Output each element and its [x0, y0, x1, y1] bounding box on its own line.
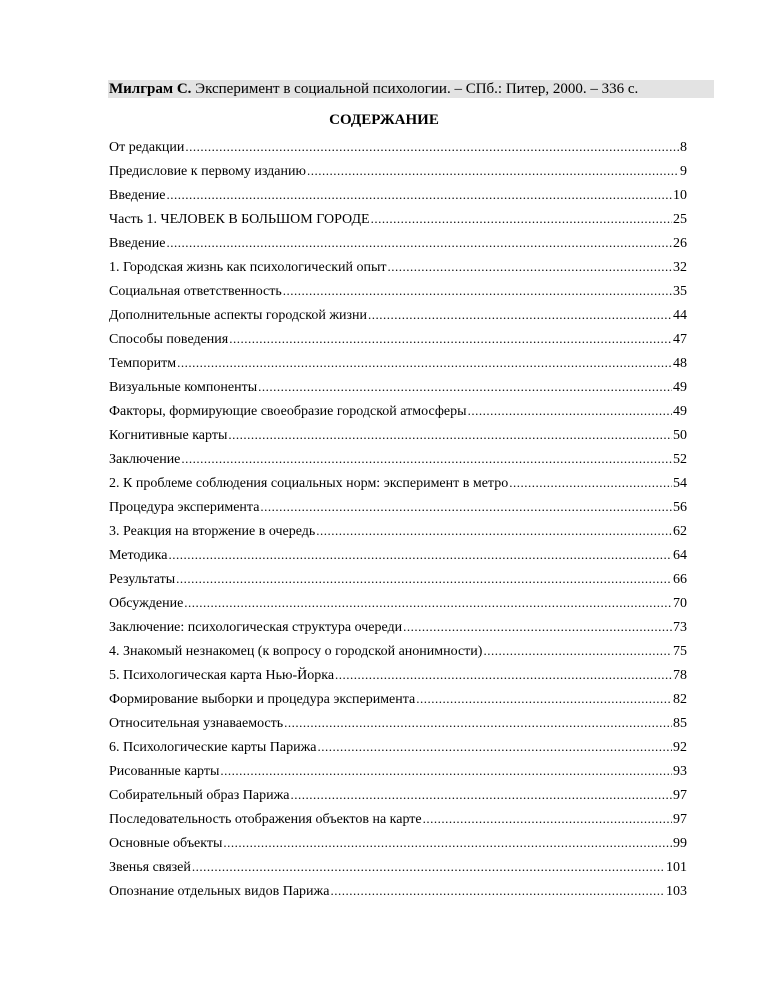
- toc-entry-page-number: 35: [673, 284, 687, 299]
- toc-entry[interactable]: [109, 498, 687, 522]
- toc-entry-title: Заключение: психологическая структура очереди: [109, 620, 403, 635]
- toc-entry-title: Методика: [109, 548, 168, 563]
- dot-leader: [181, 450, 672, 468]
- toc-entry-page-number: 64: [673, 548, 687, 563]
- citation-details: Эксперимент в социальной психологии. – СПб.: Питер, 2000. – 336 с.: [191, 81, 639, 97]
- dot-leader: [368, 306, 672, 324]
- toc-entry[interactable]: [109, 858, 687, 882]
- toc-entry-page-number: 97: [673, 788, 687, 803]
- toc-entry[interactable]: [109, 666, 687, 690]
- toc-heading: СОДЕРЖАНИЕ: [329, 112, 439, 128]
- toc-entry-page-number: 103: [666, 884, 687, 899]
- toc-entry[interactable]: [109, 810, 687, 834]
- toc-entry-title: 2. К проблеме соблюдения социальных норм: эксперимент в метро: [109, 476, 509, 491]
- toc-entry-title: Основные объекты: [109, 836, 223, 851]
- toc-entry-page-number: 97: [673, 812, 687, 827]
- dot-leader: [330, 882, 665, 900]
- toc-entry-title: Темпоритм: [109, 356, 177, 371]
- dot-leader: [307, 162, 679, 180]
- dot-leader: [192, 858, 665, 876]
- toc-entry-title: Введение: [109, 236, 166, 251]
- toc-entry-page-number: 49: [673, 380, 687, 395]
- toc-entry-page-number: 70: [673, 596, 687, 611]
- toc-entry-page-number: 75: [673, 644, 687, 659]
- toc-entry-page-number: 66: [673, 572, 687, 587]
- dot-leader: [371, 210, 672, 228]
- toc-entry-page-number: 78: [673, 668, 687, 683]
- toc-entry[interactable]: [109, 162, 687, 186]
- toc-entry-title: 4. Знакомый незнакомец (к вопросу о городской анонимности): [109, 644, 483, 659]
- toc-entry-title: Визуальные компоненты: [109, 380, 258, 395]
- toc-entry-page-number: 56: [673, 500, 687, 515]
- dot-leader: [284, 714, 672, 732]
- toc-entry-title: Факторы, формирующие своеобразие городской атмосферы: [109, 404, 467, 419]
- toc-entry[interactable]: [109, 306, 687, 330]
- dot-leader: [335, 666, 672, 684]
- toc-entry-page-number: 26: [673, 236, 687, 251]
- toc-entry-page-number: 8: [680, 140, 687, 155]
- citation-author: Милграм С.: [109, 81, 192, 97]
- toc-entry-title: Формирование выборки и процедура эксперимента: [109, 692, 416, 707]
- toc-entry-page-number: 44: [673, 308, 687, 323]
- toc-entry[interactable]: [109, 690, 687, 714]
- dot-leader: [483, 642, 672, 660]
- toc-entry-page-number: 25: [673, 212, 687, 227]
- toc-entry[interactable]: [109, 546, 687, 570]
- toc-entry-page-number: 73: [673, 620, 687, 635]
- toc-entry-page-number: 62: [673, 524, 687, 539]
- toc-entry-title: Процедура эксперимента: [109, 500, 260, 515]
- dot-leader: [416, 690, 672, 708]
- toc-entry[interactable]: [109, 402, 687, 426]
- toc-entry-title: Обсуждение: [109, 596, 184, 611]
- toc-entry[interactable]: [109, 426, 687, 450]
- toc-entry-title: Когнитивные карты: [109, 428, 228, 443]
- toc-entry-title: Результаты: [109, 572, 176, 587]
- dot-leader: [166, 186, 672, 204]
- dot-leader: [290, 786, 672, 804]
- toc-entry-title: Заключение: [109, 452, 181, 467]
- toc-entry-page-number: 47: [673, 332, 687, 347]
- toc-entry[interactable]: [109, 642, 687, 666]
- toc-entry-page-number: 101: [666, 860, 687, 875]
- toc-entry-title: 1. Городская жизнь как психологический опыт: [109, 260, 387, 275]
- dot-leader: [318, 738, 673, 756]
- toc-entry[interactable]: [109, 762, 687, 786]
- toc-entry[interactable]: [109, 138, 687, 162]
- dot-leader: [177, 354, 672, 372]
- toc-entry-title: Относительная узнаваемость: [109, 716, 284, 731]
- toc-entry-title: От редакции: [109, 140, 185, 155]
- toc-entry-page-number: 50: [673, 428, 687, 443]
- toc-entry-title: Введение: [109, 188, 166, 203]
- toc-entry[interactable]: [109, 570, 687, 594]
- dot-leader: [468, 402, 672, 420]
- toc-entry[interactable]: [109, 450, 687, 474]
- dot-leader: [185, 138, 679, 156]
- dot-leader: [423, 810, 672, 828]
- toc-entry[interactable]: [109, 594, 687, 618]
- dot-leader: [184, 594, 672, 612]
- toc-entry-page-number: 85: [673, 716, 687, 731]
- toc-entry-page-number: 52: [673, 452, 687, 467]
- table-of-contents: [109, 138, 687, 906]
- toc-entry-page-number: 48: [673, 356, 687, 371]
- toc-entry[interactable]: [109, 738, 687, 762]
- toc-entry-title: Опознание отдельных видов Парижа: [109, 884, 330, 899]
- toc-entry-title: 3. Реакция на вторжение в очередь: [109, 524, 316, 539]
- toc-entry-title: Часть 1. ЧЕЛОВЕК В БОЛЬШОМ ГОРОДЕ: [109, 212, 370, 227]
- toc-entry[interactable]: [109, 378, 687, 402]
- dot-leader: [166, 234, 672, 252]
- dot-leader: [258, 378, 672, 396]
- toc-entry-title: Рисованные карты: [109, 764, 220, 779]
- toc-entry[interactable]: [109, 354, 687, 378]
- toc-entry-title: Последовательность отображения объектов на карте: [109, 812, 422, 827]
- toc-entry-title: 5. Психологическая карта Нью-Йорка: [109, 668, 335, 683]
- toc-entry[interactable]: [109, 786, 687, 810]
- toc-entry-page-number: 49: [673, 404, 687, 419]
- toc-entry[interactable]: [109, 474, 687, 498]
- toc-entry[interactable]: [109, 186, 687, 210]
- toc-entry[interactable]: [109, 234, 687, 258]
- toc-entry[interactable]: [109, 714, 687, 738]
- toc-entry-page-number: 9: [680, 164, 687, 179]
- toc-entry[interactable]: [109, 258, 687, 282]
- toc-entry[interactable]: [109, 282, 687, 306]
- dot-leader: [260, 498, 672, 516]
- toc-entry[interactable]: [109, 522, 687, 546]
- toc-entry[interactable]: [109, 210, 687, 234]
- dot-leader: [223, 834, 672, 852]
- toc-entry-title: Предисловие к первому изданию: [109, 164, 306, 179]
- dot-leader: [509, 474, 672, 492]
- dot-leader: [316, 522, 672, 540]
- toc-entry-title: Собирательный образ Парижа: [109, 788, 290, 803]
- toc-entry-page-number: 10: [673, 188, 687, 203]
- toc-entry[interactable]: [109, 330, 687, 354]
- toc-entry-title: Дополнительные аспекты городской жизни: [109, 308, 368, 323]
- dot-leader: [403, 618, 672, 636]
- bibliographic-citation: [108, 80, 714, 98]
- toc-entry-page-number: 32: [673, 260, 687, 275]
- toc-entry-page-number: 82: [673, 692, 687, 707]
- toc-entry-title: Социальная ответственность: [109, 284, 282, 299]
- toc-entry-page-number: 99: [673, 836, 687, 851]
- toc-entry-title: 6. Психологические карты Парижа: [109, 740, 317, 755]
- toc-entry-page-number: 93: [673, 764, 687, 779]
- toc-entry[interactable]: [109, 834, 687, 858]
- dot-leader: [220, 762, 672, 780]
- dot-leader: [228, 426, 672, 444]
- dot-leader: [283, 282, 672, 300]
- dot-leader: [229, 330, 672, 348]
- toc-entry-page-number: 92: [673, 740, 687, 755]
- dot-leader: [176, 570, 672, 588]
- toc-entry-page-number: 54: [673, 476, 687, 491]
- toc-entry[interactable]: [109, 618, 687, 642]
- dot-leader: [168, 546, 672, 564]
- toc-entry-title: Звенья связей: [109, 860, 191, 875]
- toc-entry-title: Способы поведения: [109, 332, 229, 347]
- toc-entry[interactable]: [109, 882, 687, 906]
- dot-leader: [388, 258, 672, 276]
